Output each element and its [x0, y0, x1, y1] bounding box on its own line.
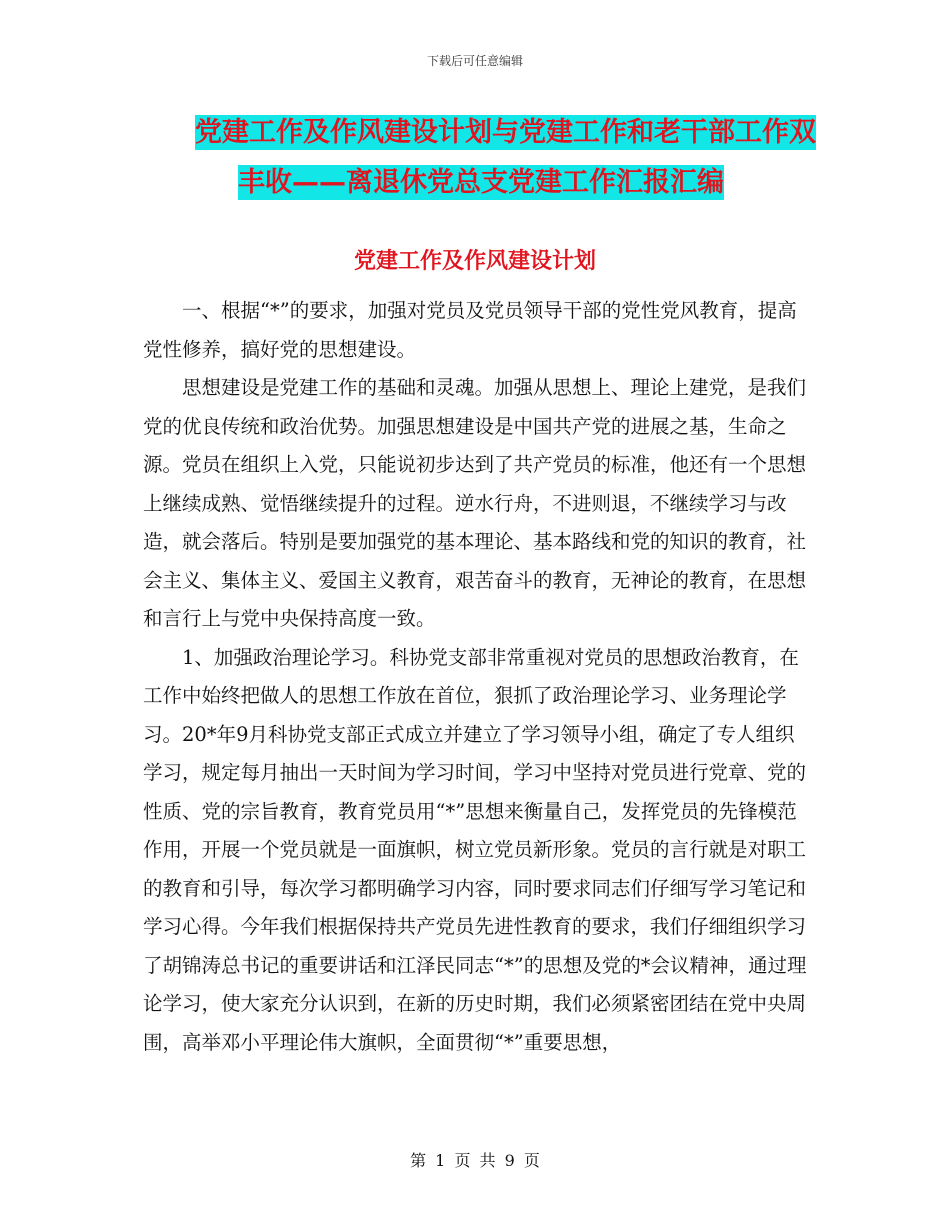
- paragraph-2: 思想建设是党建工作的基础和灵魂。加强从思想上、理论上建党，是我们党的优良传统和政治优势。加强思想建设是中国共产党的进展之基，生命之源。党员在组织上入党，只能说初步达到了共产党员的标准，他还有一个思想上继续成熟、觉悟继续提升的过程。逆水行舟，不进则退，不继续学习与改造，就会落后。特别是要加强党的基本理论、基本路线和党的知识的教育，社会主义、集体主义、爱国主义教育，艰苦奋斗的教育，无神论的教育，在思想和言行上与党中央保持高度一致。: [143, 376, 807, 630]
- body-text: [143, 292, 813, 1062]
- section-title: 党建工作及作风建设计划: [353, 249, 596, 274]
- document-title: [150, 108, 850, 208]
- title-line-2: [150, 158, 850, 208]
- title-line-1: [150, 108, 850, 158]
- paragraph-1: 一、根据“*”的要求，加强对党员及党员领导干部的党性党风教育，提高党性修养，搞好党的思想建设。: [143, 299, 797, 361]
- page-footer: 第 1 页 共 9 页: [410, 1151, 540, 1170]
- title-line-2-text: 丰收——离退休党总支党建工作汇报汇编: [238, 167, 724, 198]
- paragraph-3: 1、加强政治理论学习。科协党支部非常重视对党员的思想政治教育，在工作中始终把做人的思想工作放在首位，狠抓了政治理论学习、业务理论学习。20*年9月科协党支部正式成立并建立了学习领导小组，确定了专人组织学习，规定每月抽出一天时间为学习时间，学习中坚持对党员进行党章、党的性质、党的宗旨教育，教育党员用“*”思想来衡量自己，发挥党员的先锋模范作用，开展一个党员就是一面旗帜，树立党员新形象。党员的言行就是对职工的教育和引导，每次学习都明确学习内容，同时要求同志们仔细写学习笔记和学习心得。今年我们根据保持共产党员先进性教育的要求，我们仔细组织学习了胡锦涛总书记的重要讲话和江泽民同志“*”的思想及党的*会议精神，通过理论学习，使大家充分认识到，在新的历史时期，我们必须紧密团结在党中央周围，高举邓小平理论伟大旗帜，全面贯彻“*”重要思想，: [143, 645, 807, 1054]
- header-note: 下载后可任意编辑: [426, 54, 523, 68]
- title-line-1-text: 党建工作及作风建设计划与党建工作和老干部工作双: [195, 117, 816, 148]
